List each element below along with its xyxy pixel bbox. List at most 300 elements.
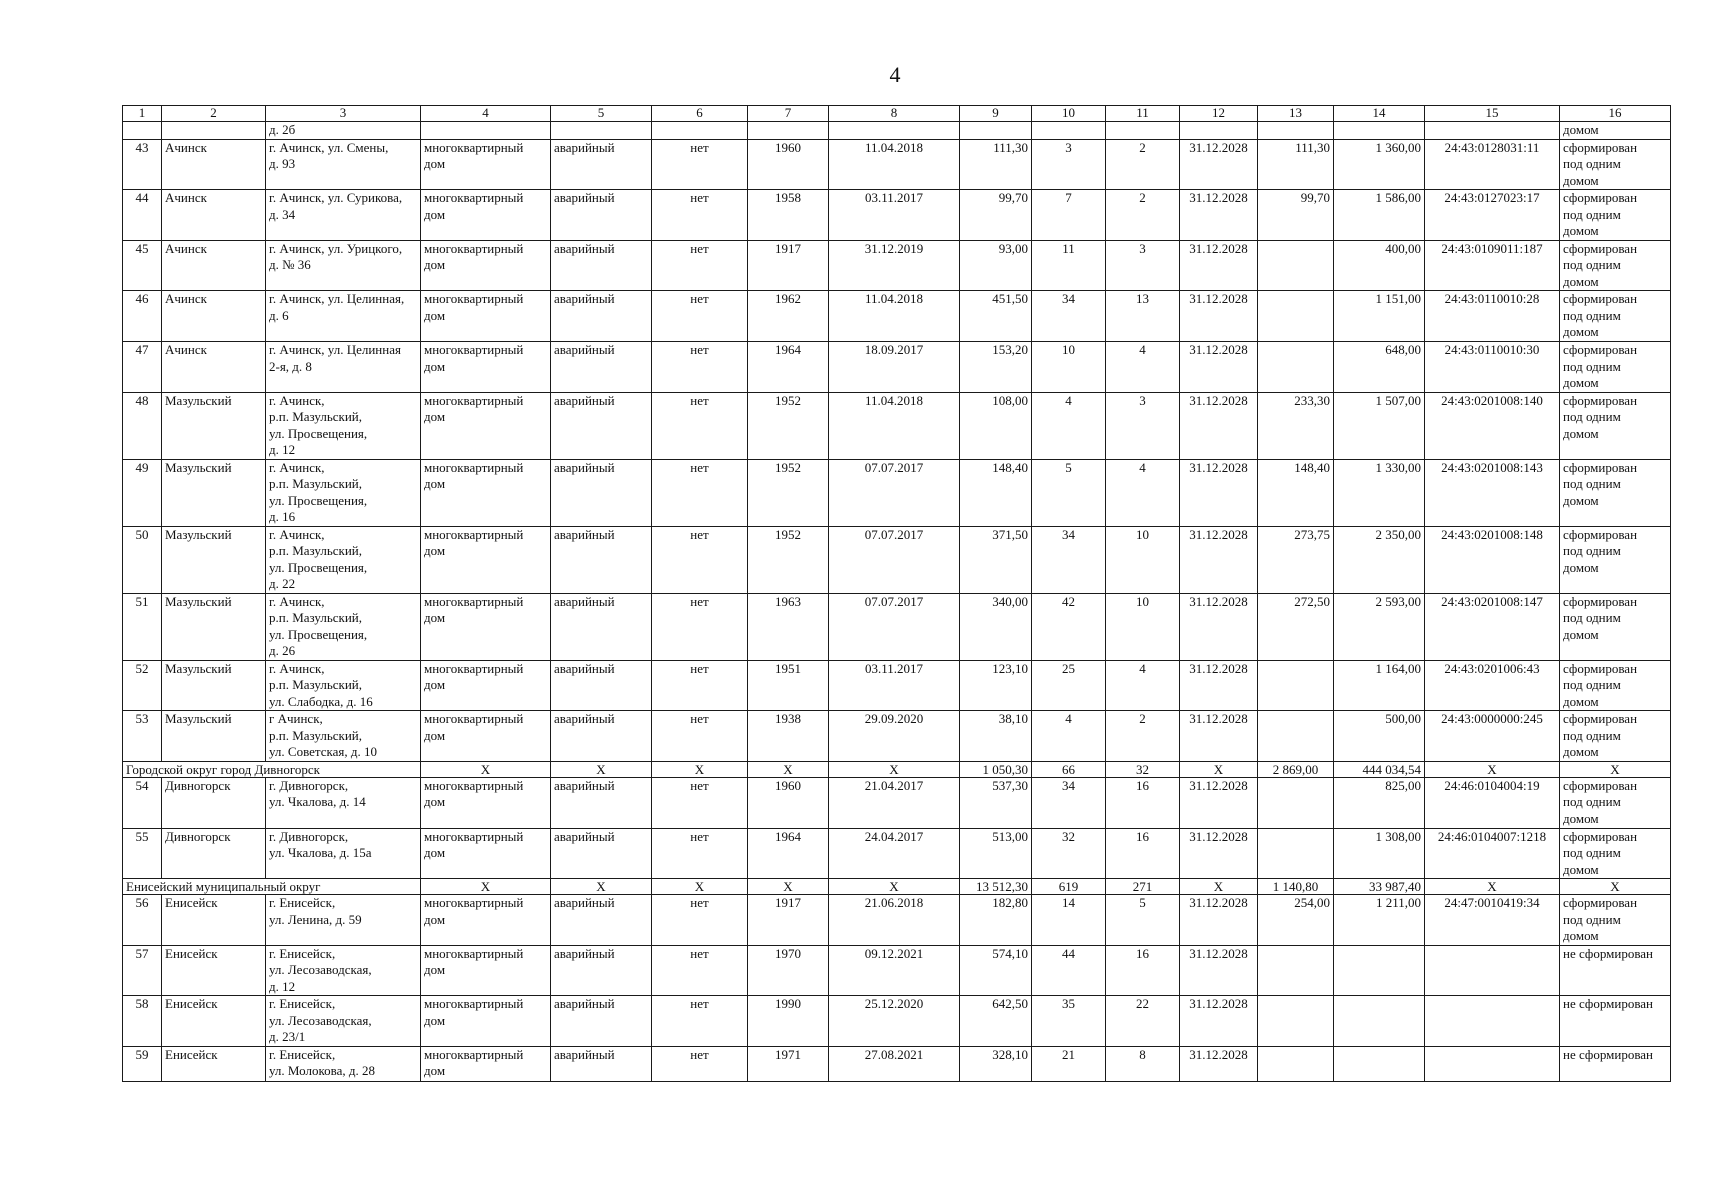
land-plot-status-line: под одним: [1563, 677, 1621, 692]
municipality-cell: Енисейск: [162, 945, 266, 996]
house-type-line: многоквартирный: [424, 593, 524, 609]
area-extra-cell: 233,30: [1258, 392, 1334, 459]
address-line: г. Ачинск,: [269, 593, 325, 609]
area-extra-cell: [1258, 996, 1334, 1047]
house-type-line: дом: [424, 409, 446, 424]
column-number-cell: 10: [1032, 106, 1106, 122]
municipality-cell: Дивногорск: [162, 777, 266, 828]
total-area-cell: 513,00: [960, 828, 1032, 879]
address-line: ул. Просвещения,: [269, 492, 368, 508]
table-row: [123, 828, 1671, 879]
recognition-date-cell: 27.08.2021: [829, 1046, 960, 1081]
address-line: д. 93: [269, 156, 296, 171]
municipality-cell: Мазульский: [162, 392, 266, 459]
resettlement-deadline-cell: 31.12.2028: [1180, 895, 1258, 946]
build-year-cell: 1938: [748, 711, 829, 762]
address-line: г. Ачинск,: [269, 526, 325, 542]
municipality-cell: Ачинск: [162, 291, 266, 342]
subtotal-build-year-cell: X: [748, 761, 829, 777]
land-plot-status-line: не сформирован: [1563, 945, 1654, 961]
recognition-date-cell: 31.12.2019: [829, 240, 960, 291]
address-line: ул. Ленина, д. 59: [269, 911, 362, 927]
recognition-date-cell: 11.04.2018: [829, 291, 960, 342]
households-count-cell: 4: [1106, 342, 1180, 393]
land-plot-status-line: под одним: [1563, 476, 1621, 491]
row-number-cell: 55: [123, 828, 162, 879]
cadastral-number-cell: 24:46:0104004:19: [1425, 777, 1560, 828]
resettlement-deadline-cell: 31.12.2028: [1180, 392, 1258, 459]
residents-count-cell: 34: [1032, 526, 1106, 593]
subtotal-cadastral-number-cell: X: [1425, 761, 1560, 777]
subtotal-cost-value-cell: 33 987,40: [1334, 879, 1425, 895]
column-number-cell: 7: [748, 106, 829, 122]
land-plot-status-cell: [1560, 593, 1671, 660]
municipality-cell: Мазульский: [162, 459, 266, 526]
cadastral-number-cell: 24:43:0127023:17: [1425, 190, 1560, 241]
address-line: ул. Просвещения,: [269, 425, 368, 441]
house-type-cell: [421, 660, 551, 711]
subtotal-total-area-cell: 13 512,30: [960, 879, 1032, 895]
table-row: [123, 122, 1671, 140]
address-line: ул. Чкалова, д. 14: [269, 794, 366, 809]
house-type-line: дом: [424, 156, 446, 171]
house-type-cell: [421, 828, 551, 879]
area-extra-cell: 254,00: [1258, 895, 1334, 946]
households-count-cell: 4: [1106, 660, 1180, 711]
land-plot-status-line: домом: [1563, 928, 1599, 943]
land-plot-status-line: сформирован: [1563, 660, 1638, 676]
build-year-cell: 1958: [748, 190, 829, 241]
build-year-cell: 1951: [748, 660, 829, 711]
total-area-cell: 123,10: [960, 660, 1032, 711]
residents-count-cell: 34: [1032, 291, 1106, 342]
build-year-cell: 1964: [748, 828, 829, 879]
households-count-cell: 10: [1106, 593, 1180, 660]
address-line: р.п. Мазульский,: [269, 543, 362, 558]
cadastral-number-cell: 24:43:0201006:43: [1425, 660, 1560, 711]
cadastral-number-cell: 24:43:0109011:187: [1425, 240, 1560, 291]
recognition-date-cell: 11.04.2018: [829, 392, 960, 459]
resettlement-deadline-cell: 31.12.2028: [1180, 342, 1258, 393]
house-type-line: дом: [424, 677, 446, 692]
cost-value-cell: 2 593,00: [1334, 593, 1425, 660]
address-line: г. Дивногорск,: [269, 828, 349, 844]
house-type-line: многоквартирный: [424, 459, 524, 475]
house-type-line: многоквартирный: [424, 291, 524, 306]
recognition-date-cell: 25.12.2020: [829, 996, 960, 1047]
table-row: [123, 291, 1671, 342]
condition-cell: аварийный: [551, 240, 652, 291]
inclusion-flag-cell: нет: [652, 139, 748, 190]
address-cell: [266, 777, 421, 828]
resettlement-deadline-cell: 31.12.2028: [1180, 711, 1258, 762]
cost-value-cell: 1 360,00: [1334, 139, 1425, 190]
households-count-cell: 10: [1106, 526, 1180, 593]
inclusion-flag-cell: нет: [652, 895, 748, 946]
address-line: д. 34: [269, 206, 296, 222]
inclusion-flag-cell: нет: [652, 459, 748, 526]
residents-count-cell: 35: [1032, 996, 1106, 1047]
address-cell: [266, 945, 421, 996]
cost-value-cell: 2 350,00: [1334, 526, 1425, 593]
address-cell: [266, 139, 421, 190]
land-plot-status-line: домом: [1563, 375, 1599, 390]
land-plot-status-cell: [1560, 777, 1671, 828]
land-plot-status-line: под одним: [1563, 307, 1621, 323]
house-type-line: дом: [424, 206, 446, 222]
area-extra-cell: 148,40: [1258, 459, 1334, 526]
address-line: г Ачинск,: [269, 711, 323, 726]
address-line: д. 22: [269, 576, 296, 591]
condition-cell: аварийный: [551, 777, 652, 828]
resettlement-deadline-cell: 31.12.2028: [1180, 593, 1258, 660]
inclusion-flag-cell: нет: [652, 190, 748, 241]
address-line: 2-я, д. 8: [269, 358, 312, 374]
cost-value-cell: 1 151,00: [1334, 291, 1425, 342]
households-count-cell: 22: [1106, 996, 1180, 1047]
recognition-date-cell: 03.11.2017: [829, 660, 960, 711]
condition-cell: аварийный: [551, 895, 652, 946]
house-type-line: многоквартирный: [424, 660, 524, 676]
address-line: г. Дивногорск,: [269, 777, 349, 793]
land-plot-status-line: под одним: [1563, 206, 1621, 222]
land-plot-status-line: под одним: [1563, 727, 1621, 743]
residents-count-cell: 44: [1032, 945, 1106, 996]
address-line: д. 26: [269, 643, 296, 658]
recognition-date-cell: 24.04.2017: [829, 828, 960, 879]
condition-cell: аварийный: [551, 139, 652, 190]
build-year-cell: 1917: [748, 895, 829, 946]
resettlement-deadline-cell: 31.12.2028: [1180, 526, 1258, 593]
condition-cell: аварийный: [551, 459, 652, 526]
build-year-cell: 1963: [748, 593, 829, 660]
land-plot-status-line: не сформирован: [1563, 996, 1654, 1011]
land-plot-status-cell: [1560, 342, 1671, 393]
recognition-date-cell: 21.06.2018: [829, 895, 960, 946]
cost-value-cell: 1 211,00: [1334, 895, 1425, 946]
row-number-cell: 49: [123, 459, 162, 526]
inclusion-flag-cell: нет: [652, 945, 748, 996]
address-line: д. 23/1: [269, 1029, 306, 1044]
house-type-cell: [421, 342, 551, 393]
recognition-date-cell: [829, 122, 960, 140]
land-plot-status-cell: [1560, 459, 1671, 526]
cadastral-number-cell: 24:46:0104007:1218: [1425, 828, 1560, 879]
house-type-cell: [421, 711, 551, 762]
build-year-cell: 1971: [748, 1046, 829, 1081]
municipality-cell: Ачинск: [162, 139, 266, 190]
address-line: д. 2б: [269, 122, 296, 137]
area-extra-cell: [1258, 291, 1334, 342]
inclusion-flag-cell: нет: [652, 240, 748, 291]
group-subtotal-row: [123, 879, 1671, 895]
inclusion-flag-cell: нет: [652, 660, 748, 711]
row-number-cell: 58: [123, 996, 162, 1047]
cadastral-number-cell: 24:47:0010419:34: [1425, 895, 1560, 946]
house-type-line: многоквартирный: [424, 1046, 524, 1062]
condition-cell: аварийный: [551, 660, 652, 711]
total-area-cell: 93,00: [960, 240, 1032, 291]
address-line: г. Ачинск, ул. Смены,: [269, 139, 389, 155]
address-cell: [266, 240, 421, 291]
land-plot-status-cell: [1560, 996, 1671, 1047]
area-extra-cell: [1258, 828, 1334, 879]
page-number: 4: [889, 62, 901, 87]
cadastral-number-cell: 24:43:0201008:148: [1425, 526, 1560, 593]
address-line: г. Енисейск,: [269, 1046, 336, 1062]
house-type-line: дом: [424, 727, 446, 743]
condition-cell: аварийный: [551, 291, 652, 342]
subtotal-resettlement-deadline-cell: X: [1180, 879, 1258, 895]
area-extra-cell: [1258, 945, 1334, 996]
land-plot-status-cell: [1560, 945, 1671, 996]
cost-value-cell: 1 330,00: [1334, 459, 1425, 526]
row-number-cell: 57: [123, 945, 162, 996]
house-type-line: дом: [424, 476, 446, 491]
resettlement-deadline-cell: 31.12.2028: [1180, 291, 1258, 342]
address-line: г. Ачинск,: [269, 392, 325, 408]
column-number-cell: 9: [960, 106, 1032, 122]
column-number-cell: 5: [551, 106, 652, 122]
condition-cell: [551, 122, 652, 140]
subtotal-total-area-cell: 1 050,30: [960, 761, 1032, 777]
address-line: г. Ачинск,: [269, 660, 325, 676]
cost-value-cell: [1334, 996, 1425, 1047]
table-row: [123, 392, 1671, 459]
house-type-line: дом: [424, 257, 446, 272]
land-plot-status-line: под одним: [1563, 610, 1621, 625]
land-plot-status-cell: [1560, 291, 1671, 342]
cost-value-cell: 1 164,00: [1334, 660, 1425, 711]
subtotal-house-type-cell: X: [421, 761, 551, 777]
table-row: [123, 945, 1671, 996]
land-plot-status-line: домом: [1563, 122, 1599, 137]
subtotal-residents-count-cell: 66: [1032, 761, 1106, 777]
cost-value-cell: 648,00: [1334, 342, 1425, 393]
land-plot-status-cell: [1560, 660, 1671, 711]
municipality-cell: Енисейск: [162, 1046, 266, 1081]
land-plot-status-line: домом: [1563, 559, 1599, 575]
house-type-line: дом: [424, 358, 446, 374]
address-cell: [266, 190, 421, 241]
house-type-cell: [421, 526, 551, 593]
households-count-cell: 16: [1106, 828, 1180, 879]
address-cell: [266, 1046, 421, 1081]
land-plot-status-line: домом: [1563, 425, 1599, 441]
address-line: ул. Просвещения,: [269, 626, 368, 642]
resettlement-deadline-cell: 31.12.2028: [1180, 945, 1258, 996]
row-number-cell: [123, 122, 162, 140]
table-row: [123, 342, 1671, 393]
address-line: р.п. Мазульский,: [269, 677, 362, 692]
recognition-date-cell: 11.04.2018: [829, 139, 960, 190]
row-number-cell: 46: [123, 291, 162, 342]
residents-count-cell: 34: [1032, 777, 1106, 828]
address-cell: [266, 291, 421, 342]
residents-count-cell: 11: [1032, 240, 1106, 291]
row-number-cell: 47: [123, 342, 162, 393]
subtotal-resettlement-deadline-cell: X: [1180, 761, 1258, 777]
cost-value-cell: 400,00: [1334, 240, 1425, 291]
municipality-cell: Мазульский: [162, 526, 266, 593]
cadastral-number-cell: [1425, 122, 1560, 140]
residents-count-cell: 14: [1032, 895, 1106, 946]
municipality-cell: Ачинск: [162, 342, 266, 393]
municipality-cell: Мазульский: [162, 593, 266, 660]
subtotal-cost-value-cell: 444 034,54: [1334, 761, 1425, 777]
land-plot-status-cell: [1560, 1046, 1671, 1081]
land-plot-status-line: сформирован: [1563, 392, 1638, 408]
total-area-cell: 153,20: [960, 342, 1032, 393]
land-plot-status-line: домом: [1563, 810, 1599, 826]
house-type-line: многоквартирный: [424, 139, 524, 155]
row-number-cell: 52: [123, 660, 162, 711]
recognition-date-cell: 07.07.2017: [829, 459, 960, 526]
group-subtotal-row: [123, 761, 1671, 777]
land-plot-status-line: под одним: [1563, 845, 1621, 860]
area-extra-cell: [1258, 1046, 1334, 1081]
cadastral-number-cell: [1425, 945, 1560, 996]
house-type-line: многоквартирный: [424, 945, 524, 961]
column-number-row: [123, 106, 1671, 122]
row-number-cell: 45: [123, 240, 162, 291]
subtotal-condition-cell: X: [551, 761, 652, 777]
house-type-cell: [421, 139, 551, 190]
households-count-cell: 2: [1106, 711, 1180, 762]
house-type-line: многоквартирный: [424, 190, 524, 205]
area-extra-cell: [1258, 240, 1334, 291]
house-type-line: многоквартирный: [424, 777, 524, 793]
land-plot-status-cell: [1560, 122, 1671, 140]
column-number-cell: 16: [1560, 106, 1671, 122]
recognition-date-cell: 07.07.2017: [829, 593, 960, 660]
land-plot-status-line: под одним: [1563, 156, 1621, 171]
land-plot-status-cell: [1560, 240, 1671, 291]
column-number-cell: 1: [123, 106, 162, 122]
house-type-cell: [421, 190, 551, 241]
address-cell: [266, 593, 421, 660]
area-extra-cell: 99,70: [1258, 190, 1334, 241]
residents-count-cell: 7: [1032, 190, 1106, 241]
total-area-cell: [960, 122, 1032, 140]
subtotal-build-year-cell: X: [748, 879, 829, 895]
land-plot-status-line: домом: [1563, 172, 1599, 188]
resettlement-deadline-cell: 31.12.2028: [1180, 660, 1258, 711]
table-row: [123, 190, 1671, 241]
address-line: г. Ачинск, ул. Сурикова,: [269, 190, 403, 205]
resettlement-deadline-cell: 31.12.2028: [1180, 777, 1258, 828]
households-count-cell: 4: [1106, 459, 1180, 526]
address-line: д. 6: [269, 307, 289, 323]
house-type-cell: [421, 945, 551, 996]
column-number-cell: 12: [1180, 106, 1258, 122]
column-number-cell: 6: [652, 106, 748, 122]
column-number-cell: 3: [266, 106, 421, 122]
table-row: [123, 139, 1671, 190]
residents-count-cell: 5: [1032, 459, 1106, 526]
area-extra-cell: 111,30: [1258, 139, 1334, 190]
land-plot-status-line: сформирован: [1563, 459, 1638, 475]
column-number-cell: 14: [1334, 106, 1425, 122]
residents-count-cell: 25: [1032, 660, 1106, 711]
house-type-line: многоквартирный: [424, 711, 524, 726]
recognition-date-cell: 18.09.2017: [829, 342, 960, 393]
build-year-cell: 1970: [748, 945, 829, 996]
row-number-cell: 44: [123, 190, 162, 241]
municipality-cell: Енисейск: [162, 895, 266, 946]
households-count-cell: 2: [1106, 139, 1180, 190]
condition-cell: аварийный: [551, 996, 652, 1047]
municipality-cell: Мазульский: [162, 660, 266, 711]
land-plot-status-line: домом: [1563, 324, 1599, 339]
land-plot-status-cell: [1560, 190, 1671, 241]
inclusion-flag-cell: нет: [652, 526, 748, 593]
row-number-cell: 48: [123, 392, 162, 459]
build-year-cell: 1960: [748, 139, 829, 190]
table-body: [123, 106, 1671, 1082]
land-plot-status-line: под одним: [1563, 911, 1621, 927]
house-type-line: дом: [424, 1012, 446, 1028]
subtotal-recognition-date-cell: X: [829, 761, 960, 777]
land-plot-status-line: сформирован: [1563, 593, 1638, 609]
cadastral-number-cell: 24:43:0201008:147: [1425, 593, 1560, 660]
recognition-date-cell: 07.07.2017: [829, 526, 960, 593]
total-area-cell: 642,50: [960, 996, 1032, 1047]
address-line: ул. Чкалова, д. 15а: [269, 845, 372, 860]
address-line: ул. Советская, д. 10: [269, 744, 378, 759]
land-plot-status-line: сформирован: [1563, 291, 1638, 306]
table-row: [123, 1046, 1671, 1081]
municipality-cell: Енисейск: [162, 996, 266, 1047]
address-line: ул. Слабодка, д. 16: [269, 693, 373, 709]
inclusion-flag-cell: нет: [652, 996, 748, 1047]
condition-cell: аварийный: [551, 828, 652, 879]
inclusion-flag-cell: нет: [652, 1046, 748, 1081]
condition-cell: аварийный: [551, 190, 652, 241]
cost-value-cell: 825,00: [1334, 777, 1425, 828]
build-year-cell: 1990: [748, 996, 829, 1047]
build-year-cell: 1952: [748, 526, 829, 593]
house-type-line: дом: [424, 307, 446, 323]
subtotal-area-extra-cell: 2 869,00: [1258, 761, 1334, 777]
land-plot-status-line: домом: [1563, 861, 1599, 877]
land-plot-status-cell: [1560, 139, 1671, 190]
municipality-cell: Ачинск: [162, 190, 266, 241]
resettlement-deadline-cell: [1180, 122, 1258, 140]
address-cell: [266, 660, 421, 711]
land-plot-status-line: сформирован: [1563, 190, 1638, 205]
area-extra-cell: [1258, 711, 1334, 762]
inclusion-flag-cell: нет: [652, 593, 748, 660]
resettlement-deadline-cell: 31.12.2028: [1180, 139, 1258, 190]
land-plot-status-cell: [1560, 895, 1671, 946]
resettlement-deadline-cell: 31.12.2028: [1180, 1046, 1258, 1081]
total-area-cell: 182,80: [960, 895, 1032, 946]
residents-count-cell: 32: [1032, 828, 1106, 879]
land-plot-status-line: домом: [1563, 223, 1599, 238]
subtotal-recognition-date-cell: X: [829, 879, 960, 895]
recognition-date-cell: 09.12.2021: [829, 945, 960, 996]
area-extra-cell: 272,50: [1258, 593, 1334, 660]
subtotal-inclusion-flag-cell: X: [652, 761, 748, 777]
table-row: [123, 459, 1671, 526]
subtotal-cadastral-number-cell: X: [1425, 879, 1560, 895]
resettlement-deadline-cell: 31.12.2028: [1180, 240, 1258, 291]
house-type-cell: [421, 392, 551, 459]
address-line: г. Ачинск, ул. Целинная,: [269, 291, 405, 306]
house-type-line: дом: [424, 543, 446, 558]
table-row: [123, 593, 1671, 660]
